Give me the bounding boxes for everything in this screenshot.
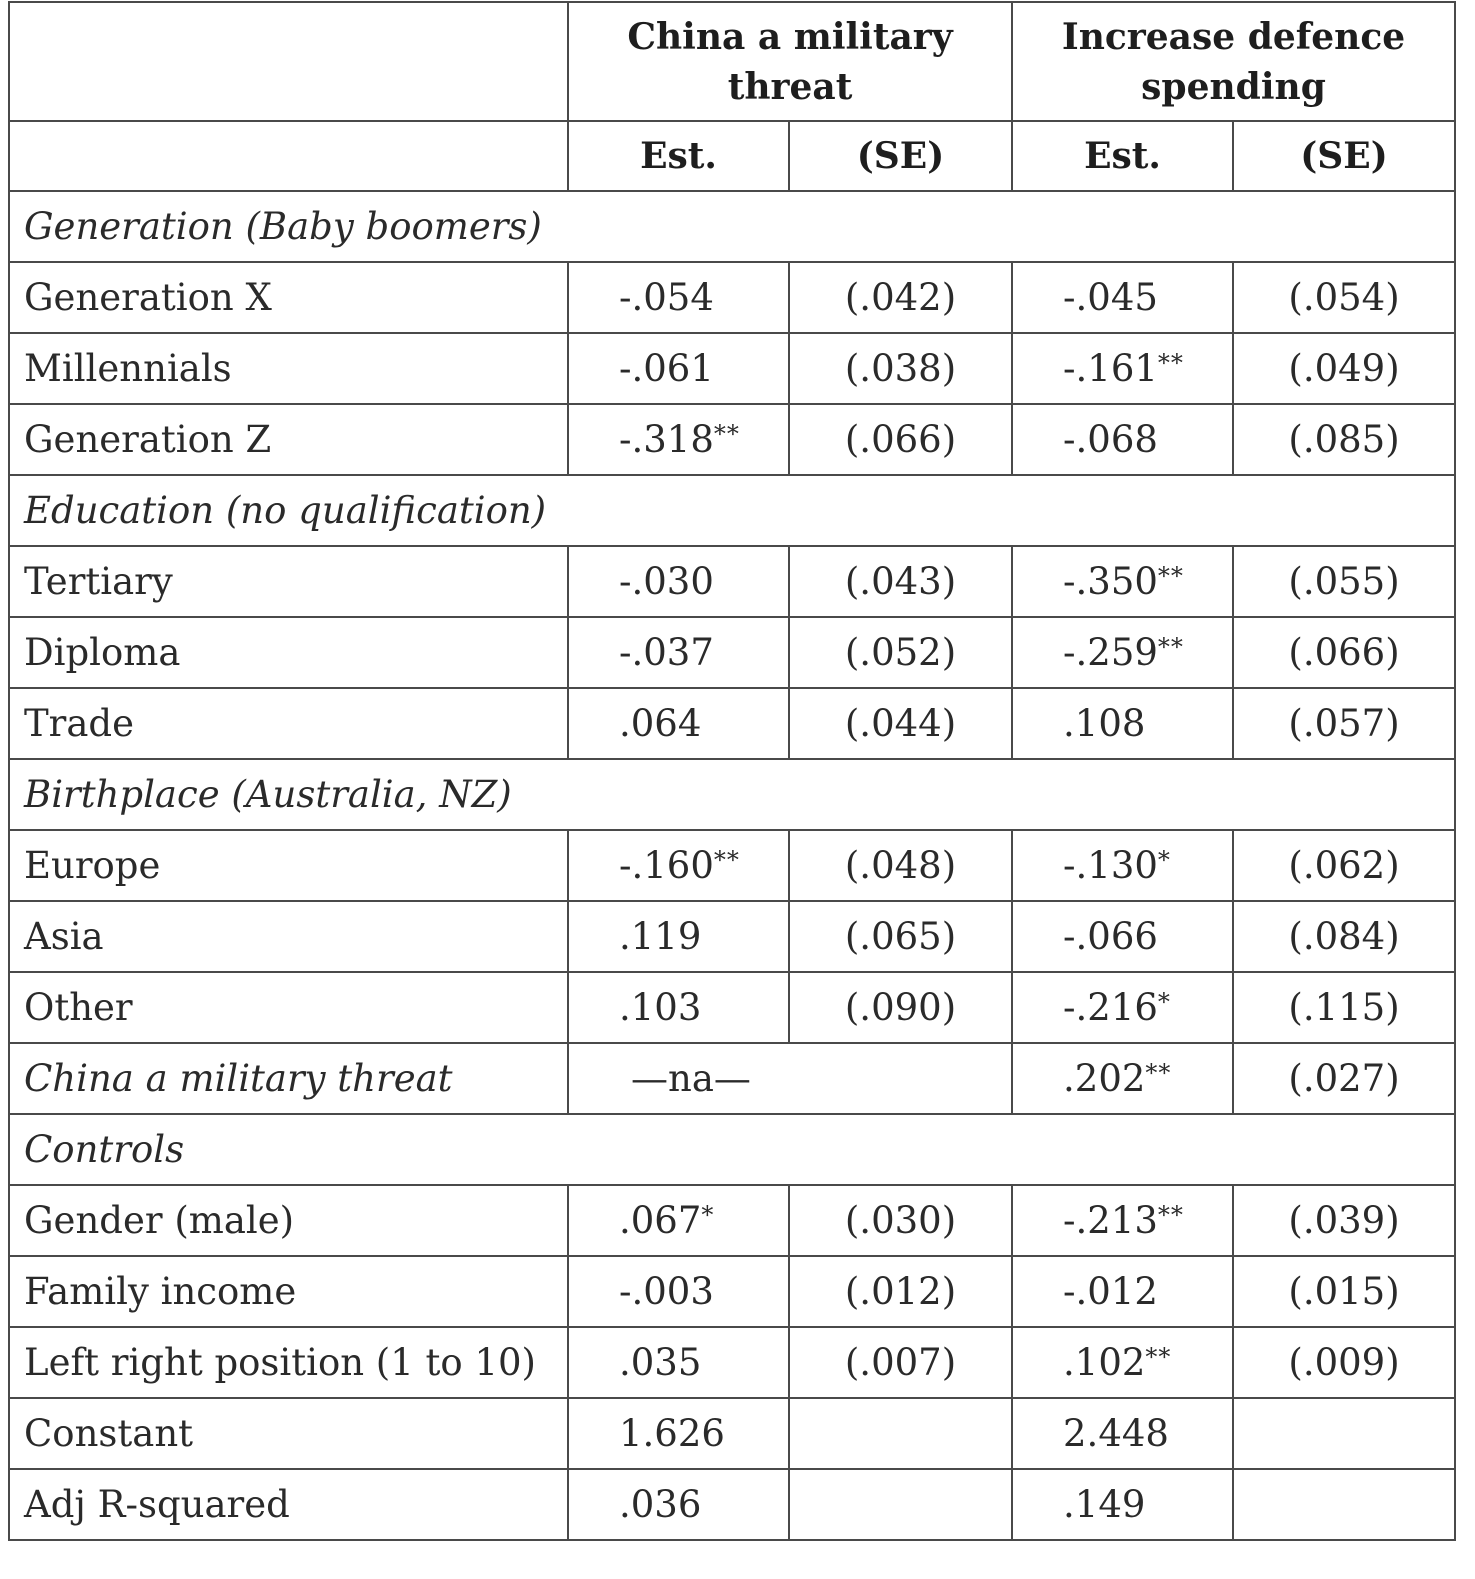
group-header-row [9,191,1455,262]
estimate-defence: .102** [1012,1327,1233,1398]
table-row [9,901,1455,972]
estimate-defence: -.216* [1012,972,1233,1043]
subheader-est-2: Est. [1012,121,1233,191]
estimate-china-threat: .119 [568,901,789,972]
se-defence: (.062) [1233,830,1455,901]
se-defence: (.066) [1233,617,1455,688]
group-label: Generation (Baby boomers) [9,191,1455,262]
estimate-china-threat: -.318** [568,404,789,475]
se-defence: (.039) [1233,1185,1455,1256]
row-label: Constant [9,1398,568,1469]
row-label: Tertiary [9,546,568,617]
estimate-defence: -.161** [1012,333,1233,404]
se-china-threat: (.044) [789,688,1012,759]
table-row [9,1256,1455,1327]
estimate-defence: -.045 [1012,262,1233,333]
na-cell: —na— [568,1043,1012,1114]
se-defence: (.027) [1233,1043,1455,1114]
significance-stars: ** [1157,349,1184,377]
table-row [9,333,1455,404]
significance-stars: * [1157,988,1171,1016]
table-row [9,262,1455,333]
se-defence [1233,1398,1455,1469]
row-label: Europe [9,830,568,901]
estimate-china-threat: -.061 [568,333,789,404]
significance-stars: ** [713,420,740,448]
group-label: Controls [9,1114,1455,1185]
table-row [9,688,1455,759]
header-row [9,2,1455,121]
se-china-threat [789,1469,1012,1540]
subheader-row [9,121,1455,191]
se-china-threat: (.030) [789,1185,1012,1256]
estimate-china-threat: .103 [568,972,789,1043]
se-defence: (.054) [1233,262,1455,333]
se-defence [1233,1469,1455,1540]
estimate-defence: -.259** [1012,617,1233,688]
significance-stars: * [701,1201,715,1229]
header-blank [9,2,568,121]
estimate-defence: -.350** [1012,546,1233,617]
estimate-china-threat: .036 [568,1469,789,1540]
row-label: Generation X [9,262,568,333]
estimate-china-threat: -.054 [568,262,789,333]
table-row [9,617,1455,688]
se-china-threat: (.042) [789,262,1012,333]
subheader-se-1: (SE) [789,121,1012,191]
se-china-threat: (.052) [789,617,1012,688]
row-label: Trade [9,688,568,759]
significance-stars: ** [1145,1059,1172,1087]
row-label: Adj R-squared [9,1469,568,1540]
subheader-se-2: (SE) [1233,121,1455,191]
se-defence: (.085) [1233,404,1455,475]
estimate-china-threat: -.160** [568,830,789,901]
estimate-defence: .149 [1012,1469,1233,1540]
table-row [9,830,1455,901]
estimate-defence: -.068 [1012,404,1233,475]
significance-stars: ** [1145,1343,1172,1371]
significance-stars: ** [1157,633,1184,661]
row-label: Millennials [9,333,568,404]
estimate-defence: -.012 [1012,1256,1233,1327]
se-defence: (.009) [1233,1327,1455,1398]
se-china-threat: (.038) [789,333,1012,404]
se-defence: (.055) [1233,546,1455,617]
estimate-defence: 2.448 [1012,1398,1233,1469]
se-defence: (.115) [1233,972,1455,1043]
se-defence: (.084) [1233,901,1455,972]
se-china-threat: (.048) [789,830,1012,901]
regression-table [8,1,1456,1541]
row-label: Generation Z [9,404,568,475]
estimate-china-threat: -.030 [568,546,789,617]
se-china-threat: (.007) [789,1327,1012,1398]
group-header-row [9,759,1455,830]
estimate-defence: .202** [1012,1043,1233,1114]
table-row [9,546,1455,617]
estimate-china-threat: 1.626 [568,1398,789,1469]
row-label: Left right position (1 to 10) [9,1327,568,1398]
se-china-threat: (.090) [789,972,1012,1043]
se-china-threat: (.065) [789,901,1012,972]
table-row [9,404,1455,475]
row-label: Gender (male) [9,1185,568,1256]
estimate-defence: .108 [1012,688,1233,759]
se-china-threat [789,1398,1012,1469]
row-label: Family income [9,1256,568,1327]
estimate-defence: -.130* [1012,830,1233,901]
row-label: Other [9,972,568,1043]
column-group-defence-spending: Increase defence spending [1012,2,1455,121]
row-label: Asia [9,901,568,972]
table-row [9,1185,1455,1256]
se-defence: (.049) [1233,333,1455,404]
significance-stars: ** [1157,562,1184,590]
estimate-defence: -.213** [1012,1185,1233,1256]
se-defence: (.057) [1233,688,1455,759]
table-row [9,1043,1455,1114]
group-label: Birthplace (Australia, NZ) [9,759,1455,830]
table-row [9,1398,1455,1469]
table-row [9,1469,1455,1540]
table-row [9,972,1455,1043]
estimate-defence: -.066 [1012,901,1233,972]
group-label: Education (no qualification) [9,475,1455,546]
subheader-blank [9,121,568,191]
row-label: Diploma [9,617,568,688]
se-defence: (.015) [1233,1256,1455,1327]
significance-stars: ** [713,846,740,874]
estimate-china-threat: .067* [568,1185,789,1256]
estimate-china-threat: .064 [568,688,789,759]
subheader-est-1: Est. [568,121,789,191]
group-header-row [9,475,1455,546]
se-china-threat: (.066) [789,404,1012,475]
row-label: China a military threat [9,1043,568,1114]
estimate-china-threat: -.037 [568,617,789,688]
table-row [9,1327,1455,1398]
table-body [9,191,1455,1540]
significance-stars: ** [1157,1201,1184,1229]
significance-stars: * [1157,846,1171,874]
group-header-row [9,1114,1455,1185]
se-china-threat: (.043) [789,546,1012,617]
estimate-china-threat: -.003 [568,1256,789,1327]
se-china-threat: (.012) [789,1256,1012,1327]
estimate-china-threat: .035 [568,1327,789,1398]
column-group-china-threat: China a military threat [568,2,1012,121]
